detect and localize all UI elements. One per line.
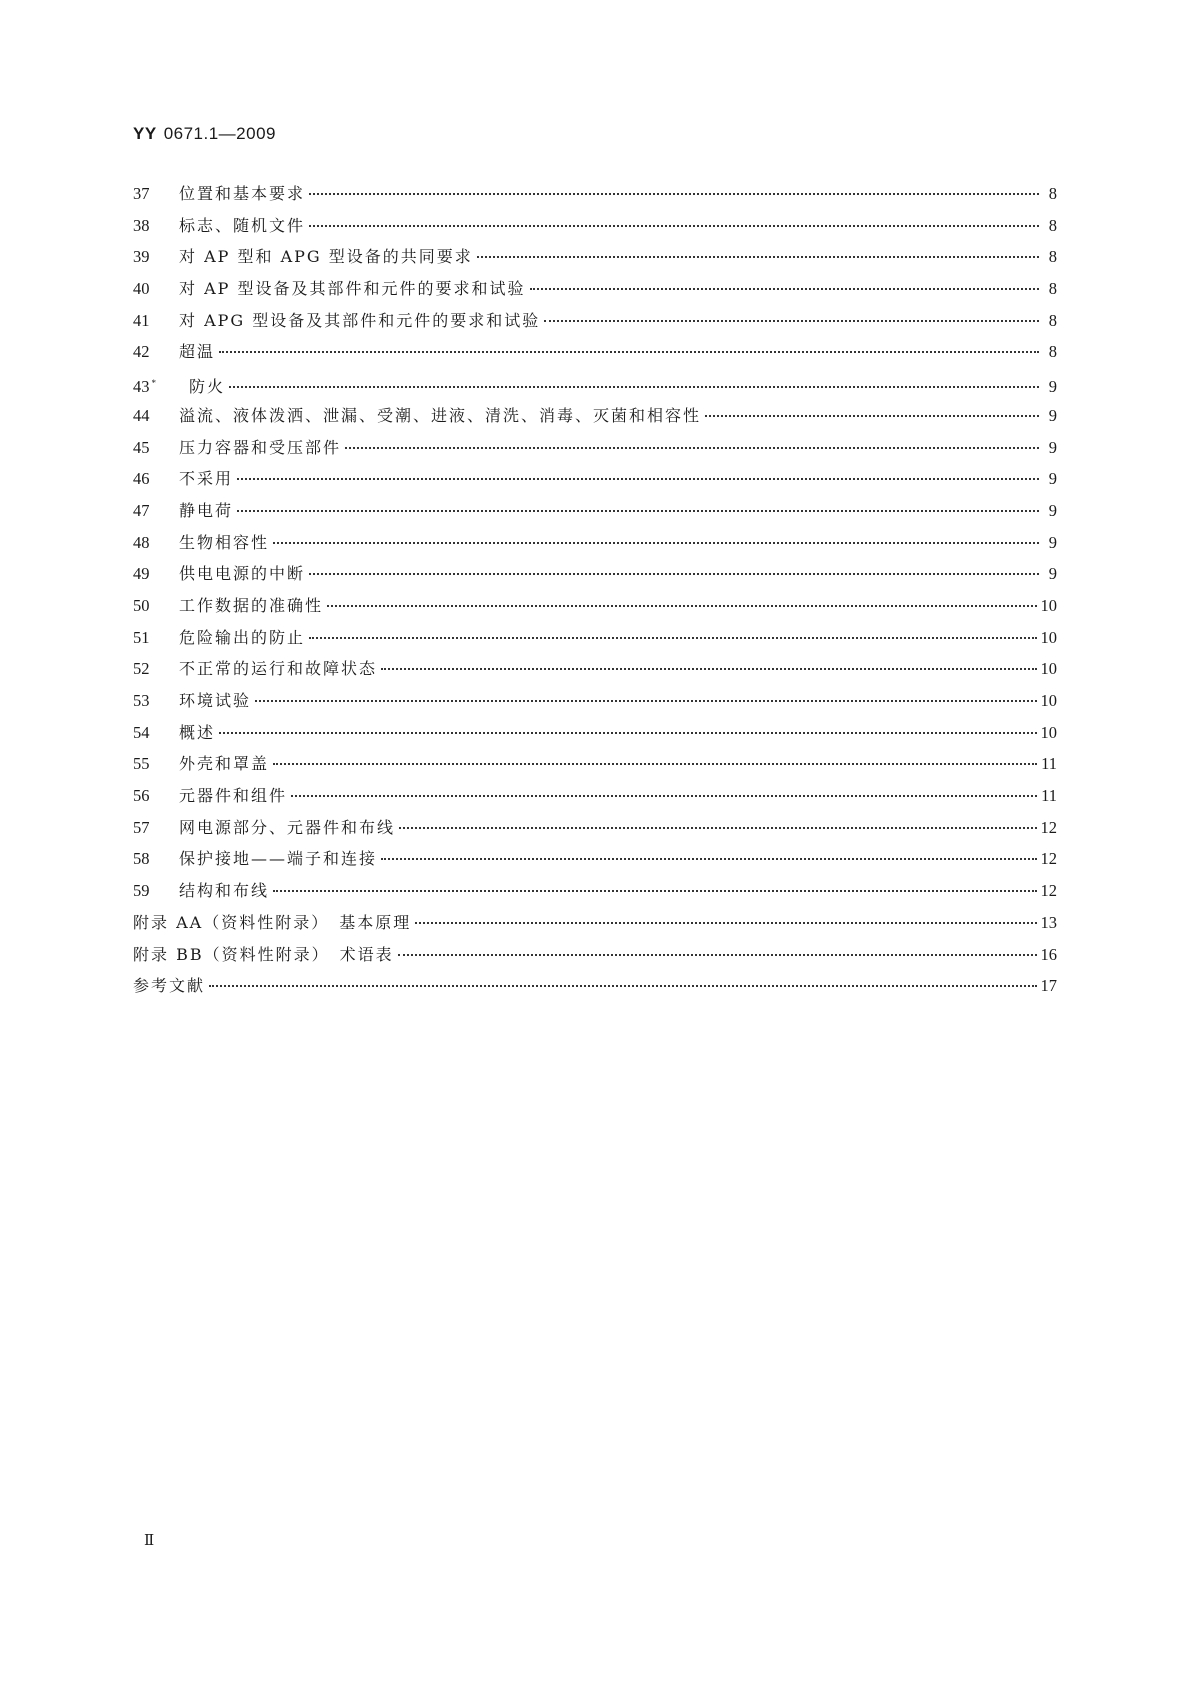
toc-entry[interactable] [133, 622, 1057, 654]
toc-entry-page: 11 [1041, 786, 1057, 806]
dot-leader [273, 763, 1037, 765]
dot-leader [273, 890, 1036, 892]
toc-entry[interactable] [133, 717, 1057, 749]
toc-entry-number: 37 [133, 184, 150, 203]
toc-entry-title: 危险输出的防止 [179, 627, 306, 647]
toc-entry-number: 53 [133, 691, 150, 710]
toc-entry-title: 工作数据的准确性 [179, 595, 324, 615]
toc-entry-page: 9 [1048, 469, 1057, 489]
toc-entry-title: 不采用 [179, 469, 234, 489]
dot-leader [544, 320, 1039, 322]
standard-code: 0671.1—2009 [163, 124, 277, 143]
toc-entry[interactable] [133, 210, 1057, 242]
dot-leader [273, 542, 1039, 544]
toc-entry[interactable] [133, 748, 1057, 780]
toc-entry-page: 11 [1041, 754, 1057, 774]
dot-leader [209, 985, 1036, 987]
dot-leader [309, 637, 1036, 639]
toc-entry-number: 39 [133, 247, 150, 267]
toc-entry-page: 10 [1040, 722, 1057, 742]
toc-entry-number: 50 [133, 595, 150, 615]
table-of-contents [133, 178, 1057, 1002]
toc-entry-page: 10 [1040, 595, 1057, 615]
dot-leader [415, 922, 1036, 924]
toc-entry[interactable] [133, 368, 1057, 400]
toc-entry-title: 超温 [179, 342, 216, 362]
toc-entry[interactable] [133, 907, 1057, 939]
document-header [133, 124, 276, 144]
toc-entry-title: 静电荷 [179, 500, 234, 520]
toc-entry[interactable] [133, 685, 1057, 717]
toc-entry-page: 12 [1040, 849, 1057, 869]
asterisk-mark: * [151, 378, 156, 389]
toc-entry-title: 对 APG 型设备及其部件和元件的要求和试验 [179, 310, 541, 330]
toc-entry[interactable] [133, 843, 1057, 875]
toc-entry-page: 9 [1048, 437, 1057, 457]
toc-entry-title: 生物相容性 [179, 532, 270, 552]
toc-entry-title: 参考文献 [133, 976, 206, 996]
toc-entry-page: 8 [1048, 184, 1057, 203]
toc-entry[interactable] [133, 495, 1057, 527]
toc-entry[interactable] [133, 432, 1057, 464]
toc-entry-page: 8 [1048, 247, 1057, 267]
toc-entry-number: 47 [133, 500, 150, 520]
dot-leader [237, 510, 1039, 512]
toc-entry-number: 59 [133, 881, 150, 901]
toc-entry[interactable] [133, 273, 1057, 305]
toc-entry[interactable] [133, 241, 1057, 273]
toc-entry-title: 对 AP 型和 APG 型设备的共同要求 [179, 247, 473, 267]
toc-entry-title: 元器件和组件 [179, 786, 288, 806]
toc-entry-page: 10 [1040, 691, 1057, 710]
toc-entry-title: 概述 [179, 722, 216, 742]
toc-entry-page: 10 [1040, 659, 1057, 679]
toc-entry-title: 对 AP 型设备及其部件和元件的要求和试验 [179, 279, 526, 299]
toc-entry-page: 9 [1048, 500, 1057, 520]
toc-entry-title: 溢流、液体泼洒、泄漏、受潮、进液、清洗、消毒、灭菌和相容性 [179, 405, 702, 425]
toc-entry-page: 12 [1040, 881, 1057, 901]
toc-entry-number: 58 [133, 849, 150, 869]
dot-leader [530, 288, 1040, 290]
toc-entry-page: 9 [1048, 532, 1057, 552]
toc-entry-number: 38 [133, 215, 150, 235]
toc-entry-number: 57 [133, 817, 150, 837]
toc-entry-title: 附录 BB（资料性附录） 术语表 [133, 944, 394, 964]
toc-entry-number: 46 [133, 469, 150, 489]
dot-leader [219, 351, 1039, 353]
toc-entry-number: 55 [133, 754, 150, 774]
dot-leader [477, 256, 1039, 258]
dot-leader [345, 447, 1039, 449]
toc-entry-page: 9 [1048, 564, 1057, 584]
dot-leader [309, 573, 1039, 575]
toc-entry-number: 52 [133, 659, 150, 679]
dot-leader [255, 700, 1036, 702]
toc-entry-title: 压力容器和受压部件 [179, 437, 342, 457]
toc-entry-number: 43 * [133, 377, 156, 397]
toc-entry-title: 防火 [189, 377, 226, 397]
toc-entry-title: 网电源部分、元器件和布线 [179, 817, 396, 837]
dot-leader [309, 193, 1039, 195]
toc-entry[interactable] [133, 336, 1057, 368]
toc-entry[interactable] [133, 400, 1057, 432]
toc-entry-title: 供电电源的中断 [179, 564, 306, 584]
toc-entry[interactable] [133, 463, 1057, 495]
toc-entry-title: 附录 AA（资料性附录） 基本原理 [133, 912, 412, 932]
toc-entry-page: 10 [1040, 627, 1057, 647]
toc-entry-number: 54 [133, 722, 150, 742]
dot-leader [327, 605, 1036, 607]
dot-leader [237, 478, 1039, 480]
dot-leader [705, 415, 1039, 417]
toc-entry[interactable] [133, 590, 1057, 622]
toc-entry-title: 保护接地——端子和连接 [179, 849, 378, 869]
dot-leader [398, 954, 1037, 956]
toc-entry-page: 13 [1040, 912, 1057, 932]
dot-leader [219, 732, 1036, 734]
toc-entry-number: 45 [133, 437, 150, 457]
toc-entry-number: 49 [133, 564, 150, 584]
toc-entry-number: 44 [133, 405, 150, 425]
toc-entry-page: 16 [1040, 944, 1057, 964]
toc-entry-page: 8 [1048, 342, 1057, 362]
toc-entry-number: 51 [133, 627, 150, 647]
toc-entry-number: 41 [133, 310, 150, 330]
toc-entry[interactable] [133, 875, 1057, 907]
toc-entry-page: 12 [1040, 817, 1057, 837]
toc-entry-number: 42 [133, 342, 150, 362]
toc-entry-number: 48 [133, 532, 150, 552]
dot-leader [381, 668, 1036, 670]
toc-entry-page: 8 [1048, 215, 1057, 235]
toc-entry-number: 40 [133, 279, 150, 299]
toc-entry-title: 位置和基本要求 [179, 184, 306, 203]
toc-entry[interactable] [133, 527, 1057, 559]
toc-entry[interactable] [133, 653, 1057, 685]
dot-leader [229, 386, 1039, 388]
toc-entry-title: 结构和布线 [179, 881, 270, 901]
toc-entry[interactable] [133, 178, 1057, 210]
toc-entry-page: 8 [1048, 279, 1057, 299]
dot-leader [309, 225, 1039, 227]
toc-entry-page: 9 [1048, 405, 1057, 425]
toc-entry-number: 56 [133, 786, 150, 806]
toc-entry[interactable] [133, 305, 1057, 337]
toc-entry-title: 外壳和罩盖 [179, 754, 270, 774]
dot-leader [291, 795, 1037, 797]
dot-leader [399, 827, 1036, 829]
toc-entry-title: 不正常的运行和故障状态 [179, 659, 378, 679]
page-number-footer: Ⅱ [144, 1533, 156, 1549]
toc-entry-page: 9 [1048, 377, 1057, 397]
standard-prefix: YY [133, 124, 157, 143]
toc-entry[interactable] [133, 780, 1057, 812]
toc-entry[interactable] [133, 970, 1057, 1002]
toc-entry-page: 8 [1048, 310, 1057, 330]
toc-entry[interactable] [133, 939, 1057, 971]
toc-entry[interactable] [133, 812, 1057, 844]
toc-entry-page: 17 [1040, 976, 1057, 996]
toc-entry[interactable] [133, 558, 1057, 590]
toc-entry-title: 标志、随机文件 [179, 215, 306, 235]
toc-entry-title: 环境试验 [179, 691, 252, 710]
dot-leader [381, 858, 1036, 860]
